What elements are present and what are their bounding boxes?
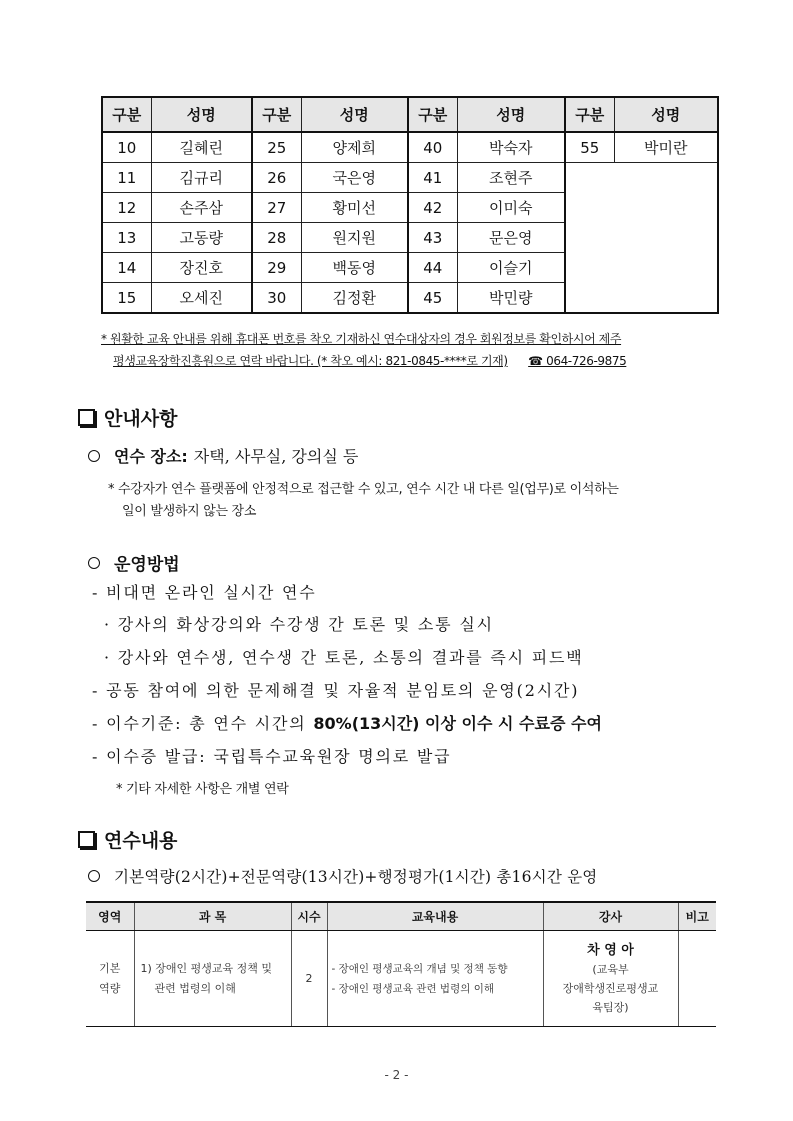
cell-name: 조현주 — [457, 163, 565, 193]
cell-area: 기본 역량 — [86, 931, 134, 1027]
table-row — [102, 163, 718, 193]
col-header-hours: 시수 — [291, 902, 327, 931]
cell-number: 27 — [252, 193, 301, 223]
circle-bullet-icon — [88, 870, 100, 882]
contact-note — [101, 328, 626, 372]
method-line-6: - 이수증 발급: 국립특수교육원장 명의로 발급 — [92, 747, 452, 766]
content-summary — [88, 865, 597, 887]
cell-number: 14 — [102, 253, 151, 283]
section-guide — [78, 404, 177, 431]
col-header-name: 성명 — [614, 97, 718, 132]
place-note-1: * 수강자가 연수 플랫폼에 안정적으로 접근할 수 있고, 연수 시간 내 다른 일(업무)로 이석하는 — [108, 482, 619, 497]
cell-number: 45 — [408, 283, 457, 314]
circle-bullet-icon — [88, 557, 100, 569]
subject-line-1: 1) 장애인 평생교육 정책 및 — [140, 961, 273, 975]
col-header-name: 성명 — [301, 97, 408, 132]
lecturer-org-2: 장애학생진로평생교 — [562, 981, 659, 995]
section-content — [78, 826, 177, 853]
cell-number: 11 — [102, 163, 151, 193]
note-line-2: 평생교육장학진흥원으로 연락 바랍니다. (* 착오 예시: 821-0845-****로 기재) — [113, 354, 508, 368]
cell-name: 길혜린 — [151, 132, 252, 163]
col-header-number: 구분 — [408, 97, 457, 132]
col-header-lecturer: 강사 — [543, 902, 678, 931]
cell-name: 김규리 — [151, 163, 252, 193]
note-line-1: * 원활한 교육 안내를 위해 휴대폰 번호를 착오 기재하신 연수대상자의 경우 회원정보를 확인하시어 제주 — [101, 332, 622, 346]
page-number: - 2 - — [384, 1068, 409, 1082]
cell-name: 고동량 — [151, 223, 252, 253]
col-header-number: 구분 — [252, 97, 301, 132]
cell-name: 박숙자 — [457, 132, 565, 163]
cell-number: 15 — [102, 283, 151, 314]
cell-name: 박민량 — [457, 283, 565, 314]
cell-number: 26 — [252, 163, 301, 193]
cell-name: 원지원 — [301, 223, 408, 253]
cell-name: 백동영 — [301, 253, 408, 283]
section-title: 연수내용 — [104, 830, 178, 852]
phone-number: ☎ 064-726-9875 — [528, 354, 627, 368]
col-header-subject: 과 목 — [134, 902, 291, 931]
table-row — [86, 931, 716, 1027]
method-line-3: · 강사와 연수생, 연수생 간 토론, 소통의 결과를 즉시 피드백 — [104, 648, 584, 667]
cell-name: 이슬기 — [457, 253, 565, 283]
cell-number: 28 — [252, 223, 301, 253]
col-header-number: 구분 — [565, 97, 614, 132]
cell-number: 55 — [565, 132, 614, 163]
place-item — [88, 444, 358, 467]
cell-name: 국은영 — [301, 163, 408, 193]
cell-name: 손주삼 — [151, 193, 252, 223]
method-line-2: · 강사의 화상강의와 수강생 간 토론 및 소통 실시 — [104, 615, 494, 634]
method-item — [88, 550, 186, 575]
cell-name: 오세진 — [151, 283, 252, 314]
cell-number: 41 — [408, 163, 457, 193]
summary-text: 기본역량(2시간)+전문역량(13시간)+행정평가(1시간) 총16시간 운영 — [114, 868, 598, 886]
table-row — [102, 132, 718, 163]
cell-number: 43 — [408, 223, 457, 253]
cell-number: 30 — [252, 283, 301, 314]
method-line-1: - 비대면 온라인 실시간 연수 — [92, 583, 317, 602]
col-header-content: 교육내용 — [327, 902, 543, 931]
empty-merged-cell — [565, 163, 718, 314]
cell-number: 29 — [252, 253, 301, 283]
cell-number: 10 — [102, 132, 151, 163]
lecturer-org-1: (교육부 — [592, 962, 629, 976]
checkbox-square-icon — [78, 831, 95, 848]
cell-name: 이미숙 — [457, 193, 565, 223]
cell-name: 김정환 — [301, 283, 408, 314]
roster-header-row — [102, 97, 718, 132]
cell-number: 13 — [102, 223, 151, 253]
content-line-1: - 장애인 평생교육의 개념 및 정책 동향 — [331, 962, 508, 975]
place-value: 자택, 사무실, 강의실 등 — [193, 447, 359, 466]
section-title: 안내사항 — [104, 408, 178, 430]
completion-criteria-label: - 이수기준: 총 연수 시간의 — [92, 714, 314, 733]
subject-line-2: 관련 법령의 이해 — [154, 981, 236, 995]
method-line-7: * 기타 자세한 사항은 개별 연락 — [116, 782, 289, 797]
col-header-name: 성명 — [151, 97, 252, 132]
lecturer-name: 차 영 아 — [587, 942, 634, 958]
cell-name: 문은영 — [457, 223, 565, 253]
cell-number: 42 — [408, 193, 457, 223]
cell-number: 25 — [252, 132, 301, 163]
cell-number: 12 — [102, 193, 151, 223]
cell-name: 양제희 — [301, 132, 408, 163]
lecturer-org-3: 육팀장) — [592, 1000, 629, 1014]
place-label: 연수 장소: — [114, 447, 188, 466]
method-line-4: - 공동 참여에 의한 문제해결 및 자율적 분임토의 운영(2시간) — [92, 681, 580, 700]
col-header-area: 영역 — [86, 902, 134, 931]
cell-content — [327, 931, 543, 1027]
completion-criteria-value: 80%(13시간) 이상 이수 시 수료증 수여 — [313, 714, 602, 733]
participant-table — [101, 96, 719, 314]
cell-name: 황미선 — [301, 193, 408, 223]
content-line-2: - 장애인 평생교육 관련 법령의 이해 — [331, 982, 494, 995]
cell-subject — [134, 931, 291, 1027]
curriculum-table — [86, 901, 716, 1027]
col-header-name: 성명 — [457, 97, 565, 132]
method-label: 운영방법 — [114, 555, 180, 575]
cell-lecturer — [543, 931, 678, 1027]
method-line-5 — [92, 711, 602, 734]
place-note-2: 일이 발생하지 않는 장소 — [122, 504, 257, 519]
col-header-number: 구분 — [102, 97, 151, 132]
circle-bullet-icon — [88, 450, 100, 462]
cell-name: 장진호 — [151, 253, 252, 283]
cell-name: 박미란 — [614, 132, 718, 163]
checkbox-square-icon — [78, 409, 95, 426]
cell-number: 44 — [408, 253, 457, 283]
course-header-row — [86, 902, 716, 931]
col-header-remark: 비고 — [678, 902, 716, 931]
cell-remark — [678, 931, 716, 1027]
cell-hours: 2 — [291, 931, 327, 1027]
cell-number: 40 — [408, 132, 457, 163]
